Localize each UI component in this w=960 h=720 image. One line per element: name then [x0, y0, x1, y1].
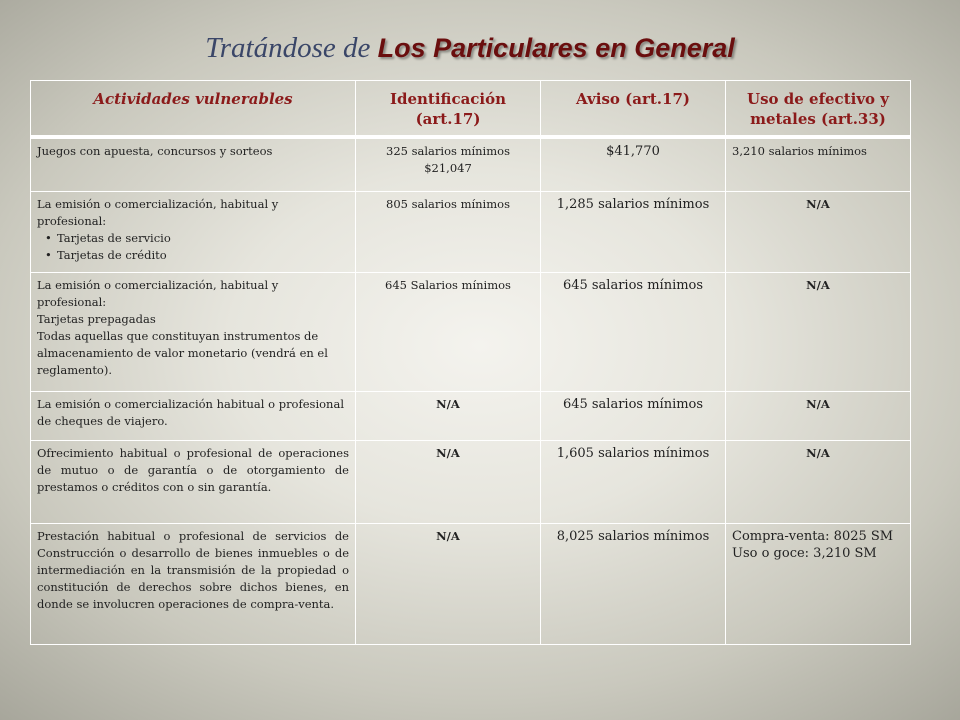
table-row — [31, 137, 911, 192]
table-row — [31, 273, 911, 392]
efectivo-cell: N/A — [726, 441, 911, 524]
aviso-cell: 645 salarios mínimos — [541, 273, 726, 392]
activity-line: Tarjetas prepagadas — [37, 312, 156, 326]
efectivo-cell: 3,210 salarios mínimos — [726, 137, 911, 192]
efectivo-cell: N/A — [726, 273, 911, 392]
header-activities: Actividades vulnerables — [31, 81, 356, 138]
aviso-cell: $41,770 — [541, 137, 726, 192]
efectivo-line: Uso o goce: 3,210 SM — [732, 546, 877, 561]
table-row — [31, 441, 911, 524]
aviso-cell: 1,285 salarios mínimos — [541, 192, 726, 273]
activity-cell: Ofrecimiento habitual o profesional de operaciones de mutuo o de garantía o de otorgamiento de prestamos o créditos con o sin garantía. — [31, 441, 356, 524]
vulnerable-activities-table — [30, 80, 911, 645]
activity-cell: Juegos con apuesta, concursos y sorteos — [31, 137, 356, 192]
activity-bullet-list — [37, 230, 349, 264]
list-item: • Tarjetas de servicio — [47, 230, 349, 247]
identification-line: $21,047 — [424, 161, 472, 175]
activity-cell: La emisión o comercialización habitual o profesional de cheques de viajero. — [31, 392, 356, 441]
activity-cell: Prestación habitual o profesional de servicios de Construcción o desarrollo de bienes inmuebles o de intermediación en la transmisión de la propiedad o constitución de derechos sobre dichos bienes, en donde se involucren operaciones de compra-venta. — [31, 524, 356, 645]
identification-cell: N/A — [356, 441, 541, 524]
title-emphasis: Los Particulares en General — [377, 33, 735, 63]
identification-cell: 805 salarios mínimos — [356, 192, 541, 273]
efectivo-cell — [726, 524, 911, 645]
list-item: • Tarjetas de crédito — [47, 247, 349, 264]
identification-cell — [356, 137, 541, 192]
activity-cell — [31, 192, 356, 273]
activity-line: Todas aquellas que constituyan instrumentos de almacenamiento de valor monetario (vendrá en el reglamento). — [37, 329, 328, 377]
efectivo-cell: N/A — [726, 392, 911, 441]
identification-line: 325 salarios mínimos — [386, 144, 510, 158]
slide-title — [0, 32, 940, 65]
activity-line: La emisión o comercialización, habitual y profesional: — [37, 278, 279, 309]
activity-text: La emisión o comercialización, habitual y profesional: — [37, 197, 279, 228]
aviso-cell: 645 salarios mínimos — [541, 392, 726, 441]
efectivo-cell: N/A — [726, 192, 911, 273]
table-row — [31, 524, 911, 645]
table-row — [31, 392, 911, 441]
title-prefix: Tratándose de — [205, 32, 378, 64]
table-row — [31, 192, 911, 273]
activity-cell — [31, 273, 356, 392]
efectivo-line: Compra-venta: 8025 SM — [732, 529, 894, 544]
table-header-row — [31, 81, 911, 138]
aviso-cell: 8,025 salarios mínimos — [541, 524, 726, 645]
header-efectivo: Uso de efectivo y metales (art.33) — [726, 81, 911, 138]
aviso-cell: 1,605 salarios mínimos — [541, 441, 726, 524]
header-identification: Identificación (art.17) — [356, 81, 541, 138]
identification-cell: N/A — [356, 524, 541, 645]
identification-cell: N/A — [356, 392, 541, 441]
identification-cell: 645 Salarios mínimos — [356, 273, 541, 392]
header-aviso: Aviso (art.17) — [541, 81, 726, 138]
